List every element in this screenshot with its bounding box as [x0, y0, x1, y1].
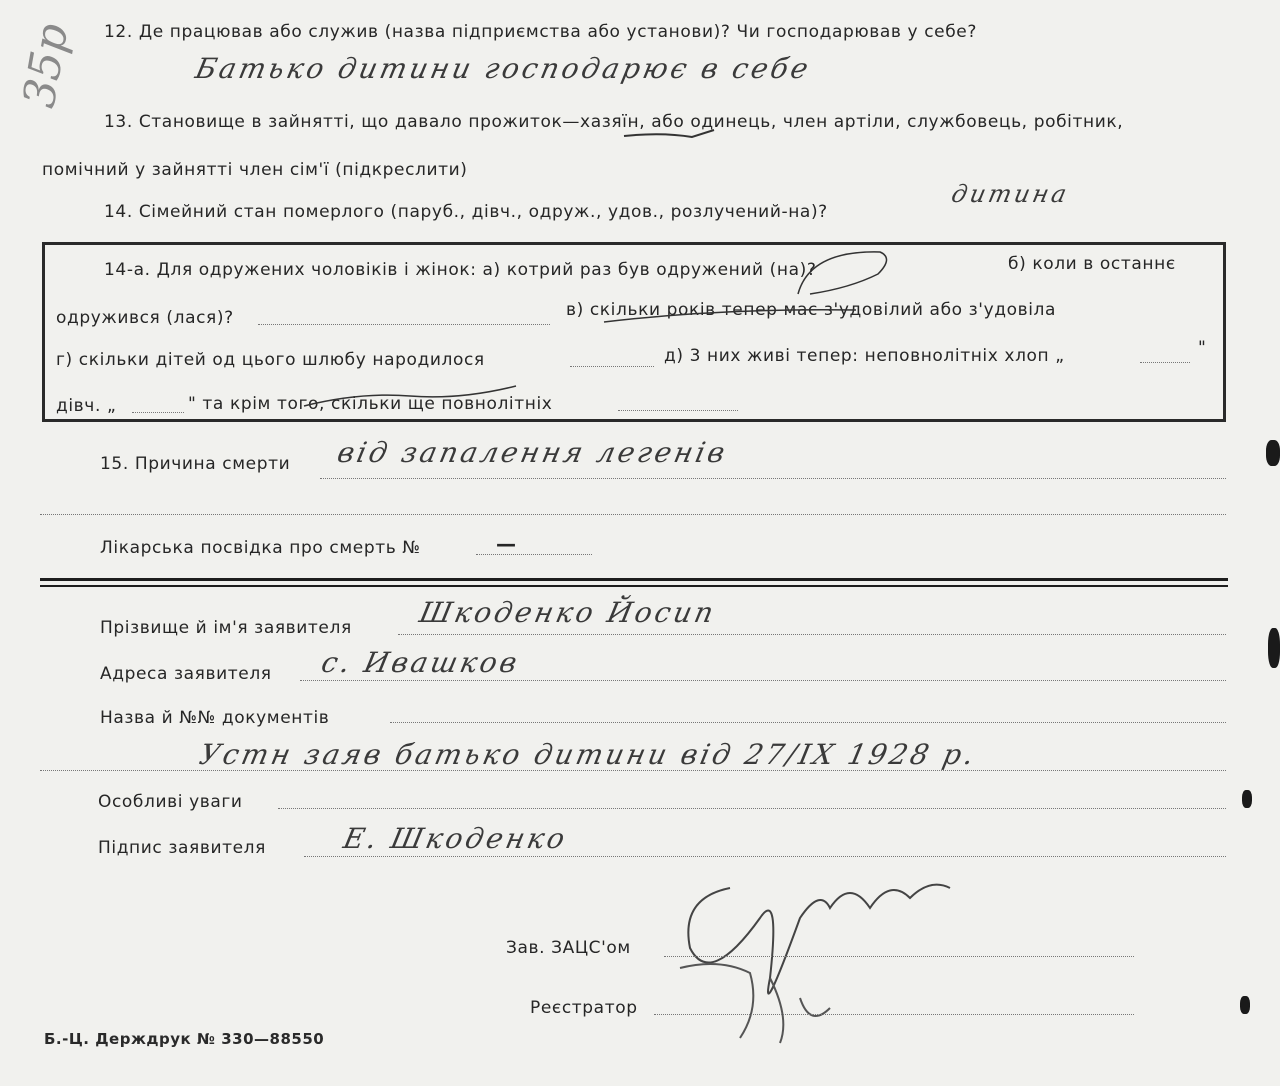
applicant-docs-blank-line2: [40, 770, 1226, 771]
q14a-line3-blank2: [1140, 362, 1190, 363]
q14a-line4-a: дівч. „: [56, 396, 117, 416]
applicant-address-blank: [300, 680, 1226, 681]
q14a-line1-b: б) коли в останнє: [1008, 254, 1176, 274]
applicant-signature-value: Е. Шкоденко: [340, 822, 571, 855]
q15-blank-line2: [40, 514, 1226, 515]
registrar-label: Реєстратор: [530, 998, 638, 1018]
q15-label: 15. Причина смерти: [100, 454, 291, 474]
q14-label: 14. Сімейний стан померлого (паруб., дівч., одруж., удов., розлучений-на)?: [104, 202, 828, 222]
applicant-notes-blank: [278, 808, 1226, 809]
q13-label-line1: 13. Становище в зайнятті, що давало прожиток—хазяїн, або одинець, член артіли, службовець, робітник,: [104, 112, 1124, 132]
q12-label: 12. Де працював або служив (назва підприємства або установи)? Чи господарював у себе?: [104, 22, 977, 42]
medical-label: Лікарська посвідка про смерть №: [100, 538, 421, 558]
q15-answer: від запалення легенів: [334, 436, 731, 469]
applicant-name-label: Прізвище й ім'я заявителя: [100, 618, 352, 638]
q13-underline-mark: [622, 128, 718, 144]
q14a-strike-mark: [600, 300, 860, 330]
q14a-line4-b: " та крім того, скільки ще повнолітніх: [188, 394, 553, 414]
medical-blank: [476, 554, 592, 555]
q14a-line3-a: г) скільки дітей од цього шлюбу народилося: [56, 350, 485, 370]
q14a-line4-blank2: [618, 410, 738, 411]
q13-label-line2: помічний у зайнятті член сім'ї (підкреслити): [42, 160, 468, 180]
printer-footer: Б.-Ц. Держдрук № 330—88550: [44, 1030, 325, 1048]
applicant-signature-label: Підпис заявителя: [98, 838, 266, 858]
edge-speck: [1240, 996, 1250, 1014]
applicant-docs-blank: [390, 722, 1226, 723]
applicant-notes-label: Особливі уваги: [98, 792, 243, 812]
q14a-line3-c: ": [1198, 338, 1207, 358]
applicant-address-value: с. Ивашков: [318, 646, 523, 679]
q15-blank: [320, 478, 1226, 479]
edge-speck: [1242, 790, 1252, 808]
q14a-line2-a: одружився (лася)?: [56, 308, 234, 328]
q14a-line4-blank: [132, 412, 184, 413]
official-signature-scribble: [660, 858, 980, 1048]
edge-speck: [1266, 440, 1280, 466]
applicant-address-label: Адреса заявителя: [100, 664, 272, 684]
q12-answer: Батько дитини господарює в себе: [192, 52, 815, 85]
section-divider-top: [40, 578, 1228, 581]
q14a-line3-blank: [570, 366, 654, 367]
q14-answer: дитина: [949, 180, 1072, 208]
applicant-signature-blank: [304, 856, 1226, 857]
head-of-registry-label: Зав. ЗАЦС'ом: [506, 938, 631, 958]
applicant-docs-value: Устн заяв батько дитини від 27/IX 1928 р.: [196, 738, 980, 771]
q14a-line2-b: в) скільки років тепер має з'удовілий або з'удовіла: [566, 300, 1057, 320]
applicant-docs-label: Назва й №№ документів: [100, 708, 330, 728]
section-divider-bottom: [40, 585, 1228, 587]
edge-speck: [1268, 628, 1280, 668]
q14a-strike-mark-2: [300, 382, 520, 412]
medical-value: —: [496, 532, 517, 556]
q14a-line1-a: 14-а. Для одружених чоловіків і жінок: а) котрий раз був одружений (на)?: [104, 260, 817, 280]
registrar-blank: [654, 1014, 1134, 1015]
margin-pencil-mark: 35р: [13, 19, 79, 112]
q14a-line2-blank: [258, 324, 550, 325]
head-of-registry-blank: [664, 956, 1134, 957]
applicant-name-blank: [398, 634, 1226, 635]
q14a-line3-b: д) 3 них живі тепер: неповнолітніх хлоп „: [664, 346, 1065, 366]
applicant-name-value: Шкоденко Йосип: [416, 596, 720, 629]
